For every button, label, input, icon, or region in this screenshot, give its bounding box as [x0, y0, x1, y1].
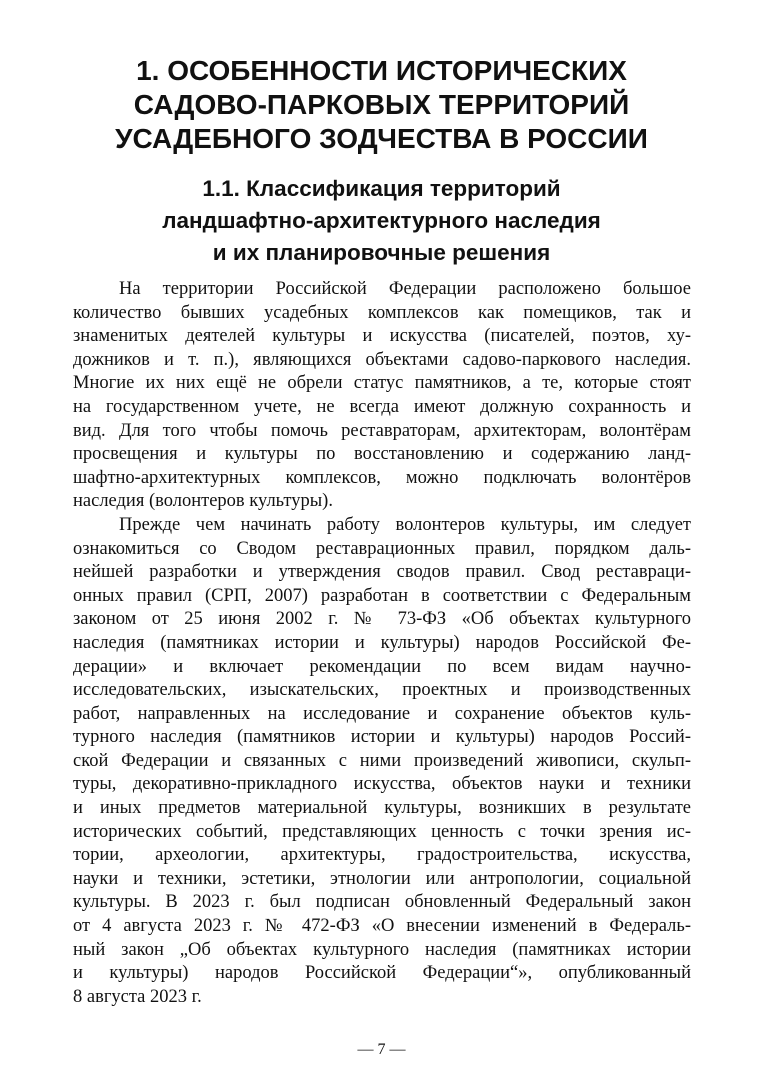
text-line: дожников и т. п.), являющихся объектами садово-паркового наследия. [73, 349, 691, 370]
text-line: и культуры) народов Российской Федерации“», опубликованный [73, 963, 691, 984]
text-line: вид. Для того чтобы помочь реставраторам, архитекторам, волонтёрам [73, 420, 691, 441]
section-title-line: и их планировочные решения [212, 240, 551, 265]
text-line: ской Федерации и связанных с ними произведений живописи, скульп- [73, 750, 691, 771]
text-line: ный закон „Об объектах культурного наследия (памятниках истории [73, 939, 691, 960]
text-line: исторических событий, представляющих ценность с точки зрения ис- [73, 821, 691, 842]
chapter-title [60, 54, 703, 156]
chapter-title-line: САДОВО-ПАРКОВЫХ ТЕРРИТОРИЙ [133, 89, 630, 120]
chapter-title-line: УСАДЕБНОГО ЗОДЧЕСТВА В РОССИИ [115, 123, 648, 154]
text-line: наследия (волонтеров культуры). [73, 491, 333, 512]
text-line: шафтно-архитектурных комплексов, можно подключать волонтёров [73, 467, 691, 488]
text-line: исследовательских, изыскательских, проектных и производственных [73, 680, 691, 701]
chapter-title-line: 1. ОСОБЕННОСТИ ИСТОРИЧЕСКИХ [136, 55, 627, 86]
body-text [73, 278, 691, 1009]
section-title-line: 1.1. Классификация территорий [202, 176, 561, 201]
section-title-line: ландшафтно-архитектурного наследия [162, 208, 601, 233]
text-line: наследия (памятниках истории и культуры) народов Российской Фе- [73, 632, 691, 653]
text-line: Многие их них ещё не обрели статус памятников, а те, которые стоят [73, 373, 691, 394]
text-line: от 4 августа 2023 г. № 472-ФЗ «О внесении изменений в Федераль- [73, 916, 691, 937]
text-line: культуры. В 2023 г. был подписан обновленный Федеральный закон [73, 892, 691, 913]
text-line: и иных предметов материальной культуры, возникших в результате [73, 798, 691, 819]
text-line: науки и техники, эстетики, этнологии или антропологии, социальной [73, 868, 691, 889]
paragraph-1 [73, 278, 691, 514]
text-line: дерации» и включает рекомендации по всем видам научно- [73, 656, 691, 677]
text-line: работ, направленных на исследование и сохранение объектов куль- [73, 703, 691, 724]
text-line: На территории Российской Федерации расположено большое [119, 279, 691, 299]
text-line: на государственном учете, не всегда имеют должную сохранность и [73, 396, 691, 417]
text-line: количество бывших усадебных комплексов как помещиков, так и [73, 302, 691, 323]
text-line: тории, археологии, архитектуры, градостроительства, искусства, [73, 845, 691, 866]
text-line: 8 августа 2023 г. [73, 986, 202, 1007]
text-line: законом от 25 июня 2002 г. № 73-ФЗ «Об объектах культурного [73, 609, 691, 630]
page-number: — 7 — [357, 1041, 406, 1058]
text-line: турного наследия (памятников истории и культуры) народов Россий- [73, 727, 691, 748]
text-line: Прежде чем начинать работу волонтеров культуры, им следует [119, 514, 691, 535]
text-line: просвещения и культуры по восстановлению и содержанию ланд- [73, 444, 691, 465]
paragraph-2 [73, 514, 691, 1009]
text-line: нейшей разработки и утверждения сводов правил. Свод реставраци- [73, 562, 691, 583]
text-line: онных правил (СРП, 2007) разработан в соответствии с Федеральным [73, 585, 691, 606]
text-line: ознакомиться со Сводом реставрационных правил, порядком даль- [73, 538, 691, 559]
text-line: туры, декоративно-прикладного искусства, объектов науки и техники [73, 774, 691, 795]
text-line: знаменитых деятелей культуры и искусства (писателей, поэтов, ху- [73, 326, 691, 347]
section-title [60, 173, 703, 269]
